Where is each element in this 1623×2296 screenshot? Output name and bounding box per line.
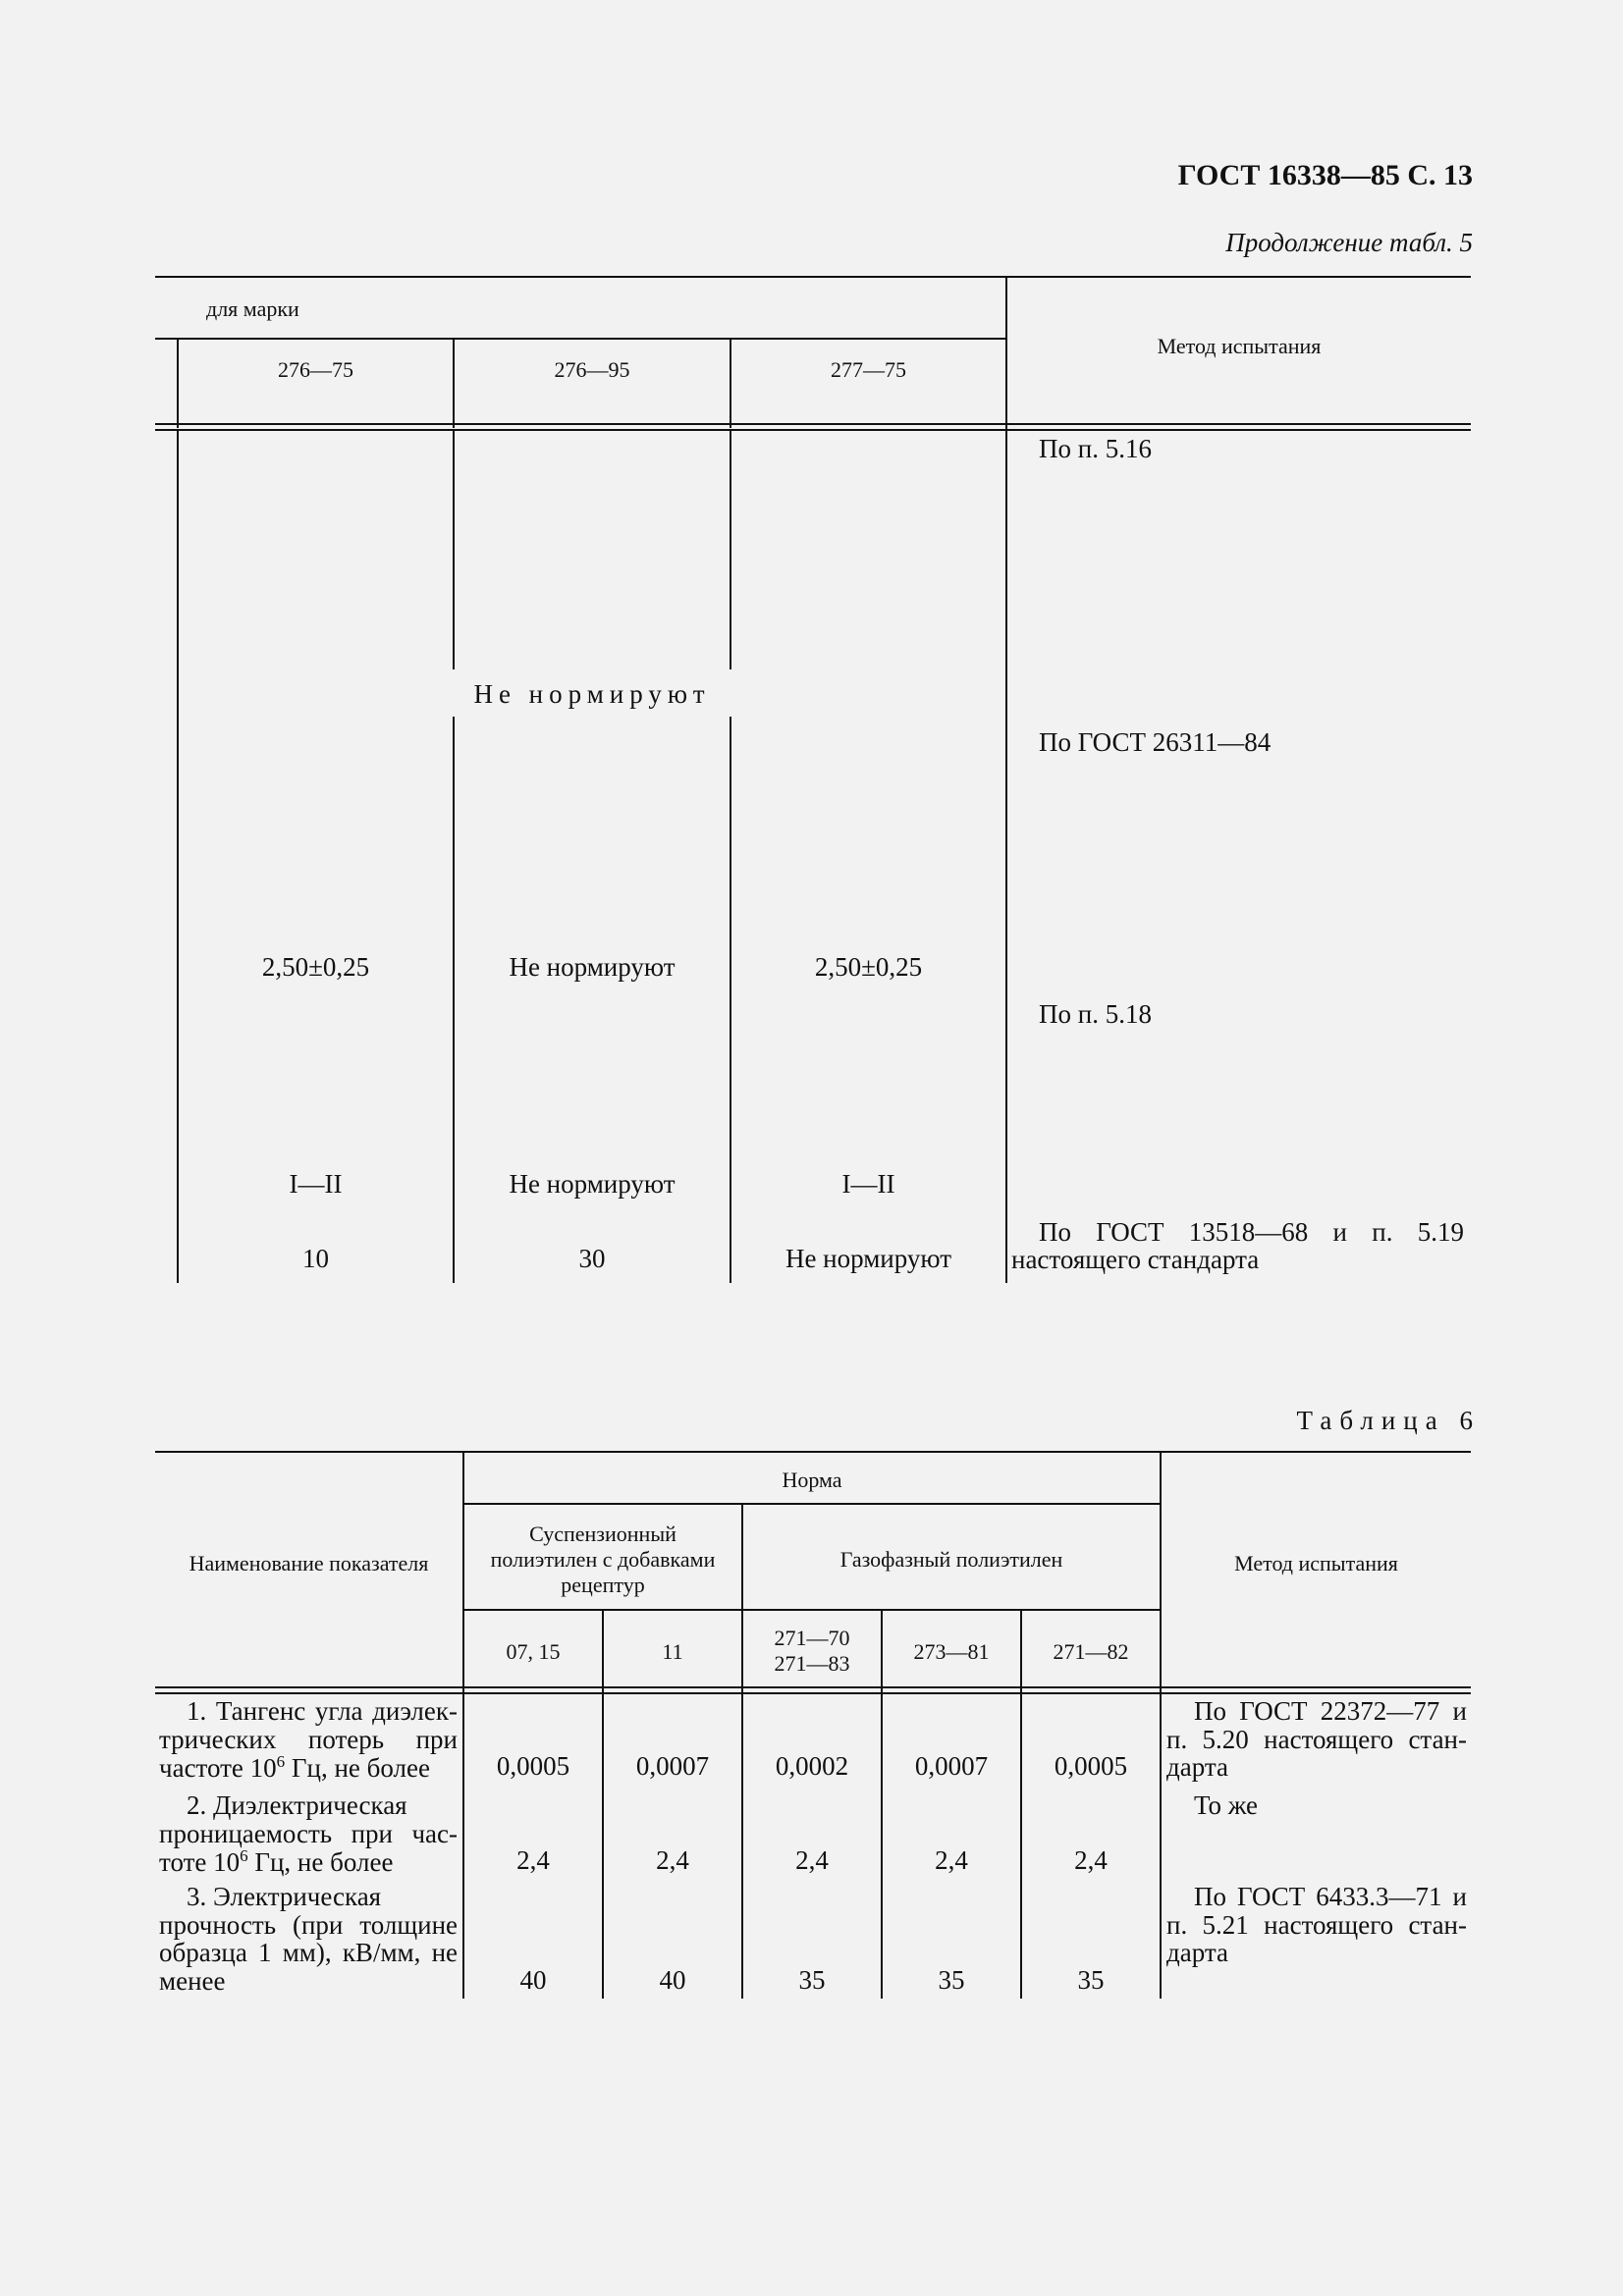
table6-row2-name-line2: проницаемость при час- (159, 1819, 458, 1848)
table-continuation-label: Продолжение табл. 5 (1225, 228, 1473, 257)
table6-row1-method-line1: По ГОСТ 22372—77 и (1194, 1696, 1467, 1726)
table6-row3-method-line3: дарта (1166, 1938, 1228, 1967)
table6-cell: 2,4 (1074, 1845, 1108, 1875)
table5-cell: 10 (302, 1244, 329, 1273)
table6-col-271-70: 271—70 (774, 1626, 850, 1650)
table6-row1-method-line3: дарта (1166, 1752, 1228, 1782)
table6-row2-name-line3: тоте $10^6$ Гц, не более (159, 1846, 394, 1877)
table6-cell: 35 (1077, 1965, 1105, 1995)
table5-cell: Не нормируют (509, 952, 676, 982)
table6-cell: 0,0005 (1054, 1751, 1128, 1781)
table5-col-276-75: 276—75 (278, 357, 353, 382)
table6-cell: 2,4 (516, 1845, 550, 1875)
table6-row3-name-line4: менее (159, 1966, 226, 1996)
table6-row3-name-line1: 3. Электрическая (187, 1882, 382, 1911)
table6-cell: 2,4 (656, 1845, 689, 1875)
table6-row1-method-line2: п. 5.20 настоящего стан- (1166, 1725, 1467, 1754)
table6-col-271-83: 271—83 (774, 1651, 850, 1676)
table6-cell: 2,4 (935, 1845, 968, 1875)
table6-cell: 2,4 (795, 1845, 829, 1875)
table6-row1-name-line2: трических потерь при (159, 1725, 458, 1754)
table6-cell: 40 (519, 1965, 547, 1995)
table5-method-4-line1: По ГОСТ 13518—68 и п. 5.19 (1039, 1217, 1464, 1247)
page-title: ГОСТ 16338—85 С. 13 (1177, 159, 1473, 191)
table5-cell: I—II (289, 1169, 343, 1199)
table6-cell: 40 (659, 1965, 686, 1995)
table5-cell: 2,50±0,25 (814, 952, 923, 982)
table6-cell: 0,0005 (496, 1751, 570, 1781)
table6-cell: 35 (938, 1965, 965, 1995)
table5-method-4-line2: настоящего стандарта (1011, 1245, 1260, 1274)
table5-method-header: Метод испытания (1157, 334, 1322, 358)
table5-group-label: для марки (206, 296, 299, 321)
table5-method-1: По п. 5.16 (1039, 434, 1152, 463)
table5-cell: 2,50±0,25 (261, 952, 370, 982)
table5-method-3: По п. 5.18 (1039, 999, 1152, 1029)
table6-row2-name-line1: 2. Диэлектрическая (187, 1790, 407, 1820)
table5-method-2: По ГОСТ 26311—84 (1039, 727, 1271, 757)
table6-row1-name-line1: 1. Тангенс угла диэлек- (187, 1696, 458, 1726)
table6-row3-name-line3: образца 1 мм), кВ/мм, не (159, 1938, 458, 1967)
table6-row3-method-line2: п. 5.21 настоящего стан- (1166, 1910, 1467, 1940)
table6-row3-method-line1: По ГОСТ 6433.3—71 и (1194, 1882, 1467, 1911)
table6-col-271-82: 271—82 (1053, 1639, 1129, 1664)
table5-cell: 30 (578, 1244, 606, 1273)
table6-cell: 0,0007 (914, 1751, 989, 1781)
table5-spanning-note: Не нормируют (473, 679, 711, 709)
table5-cell: Не нормируют (509, 1169, 676, 1199)
table6-col-07-15: 07, 15 (506, 1639, 561, 1664)
table6-col-11: 11 (662, 1639, 683, 1664)
table5-col-276-95: 276—95 (554, 357, 630, 382)
table6-caption: Таблица 6 (1296, 1406, 1481, 1435)
table5-cell: I—II (841, 1169, 895, 1199)
table6-row1-name-line3: частоте $10^6$ Гц, не более (159, 1752, 430, 1783)
table6-cell: 0,0002 (775, 1751, 849, 1781)
table6-method-header: Метод испытания (1234, 1551, 1398, 1575)
table6-norm-header: Норма (782, 1468, 842, 1492)
table6-row3-name-line2: прочность (при толщине (159, 1910, 458, 1940)
table6-suspension-header-line1: Суспензионный (529, 1522, 676, 1546)
table6-cell: 0,0007 (635, 1751, 710, 1781)
table5-cell: Не нормируют (784, 1244, 952, 1273)
table6-gasphase-header: Газофазный полиэтилен (839, 1547, 1063, 1572)
table6-col-273-81: 273—81 (913, 1639, 990, 1664)
table5-col-277-75: 277—75 (831, 357, 906, 382)
table6-suspension-header-line3: рецептур (561, 1573, 645, 1597)
table6-name-header: Наименование показателя (189, 1551, 429, 1575)
table6-row2-method: То же (1194, 1790, 1258, 1820)
table6-cell: 35 (798, 1965, 826, 1995)
table6-suspension-header-line2: полиэтилен с добавками (490, 1547, 716, 1572)
